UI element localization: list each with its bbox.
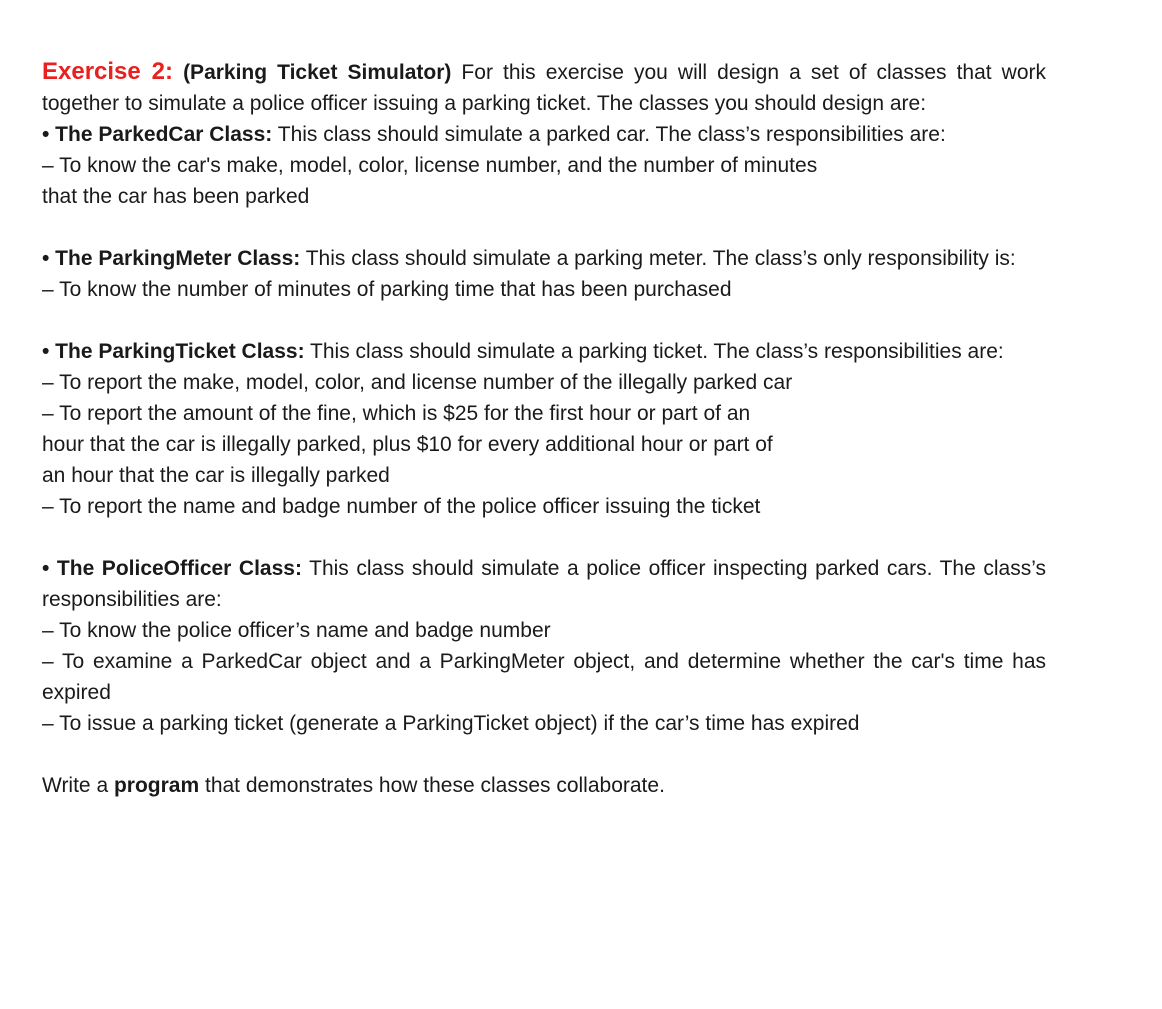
police-officer-item: – To know the police officer’s name and badge number xyxy=(42,619,551,642)
parking-ticket-heading: • The ParkingTicket Class: xyxy=(42,340,305,363)
closing-bold: program xyxy=(113,774,200,797)
police-officer-heading: • The PoliceOfficer Class: xyxy=(42,557,302,580)
closing-suffix: that demonstrates how these classes collaborate. xyxy=(199,774,665,797)
parking-ticket-item: – To report the name and badge number of the police officer issuing the ticket xyxy=(42,495,761,518)
police-officer-item: – To issue a parking ticket (generate a ParkingTicket object) if the car’s time has expired xyxy=(42,712,860,735)
exercise-title: Exercise 2: xyxy=(42,58,173,85)
parked-car-heading: • The ParkedCar Class: xyxy=(42,123,273,146)
parking-ticket-item: an hour that the car is illegally parked xyxy=(42,464,390,487)
police-officer-item: – To examine a ParkedCar object and a ParkingMeter object, and determine whether the car's time has expired xyxy=(42,650,1046,704)
exercise-subtitle: (Parking Ticket Simulator) xyxy=(183,61,452,84)
police-officer-desc: This class should simulate a police officer inspecting parked cars. The class’s responsibilities are: xyxy=(42,557,1046,611)
exercise-text xyxy=(42,56,1046,801)
parking-meter-desc: This class should simulate a parking meter. The class’s only responsibility is: xyxy=(300,247,1016,270)
parked-car-item: that the car has been parked xyxy=(42,185,310,208)
parking-ticket-item: hour that the car is illegally parked, plus $10 for every additional hour or part of xyxy=(42,433,773,456)
parking-ticket-desc: This class should simulate a parking ticket. The class’s responsibilities are: xyxy=(304,340,1004,363)
intro-paragraph xyxy=(42,56,1046,119)
parked-car-desc: This class should simulate a parked car. The class’s responsibilities are: xyxy=(272,123,946,146)
police-officer-paragraph xyxy=(42,553,1046,615)
parking-ticket-paragraph xyxy=(42,336,1046,367)
parking-meter-item: – To know the number of minutes of parking time that has been purchased xyxy=(42,278,732,301)
parked-car-item: – To know the car's make, model, color, license number, and the number of minutes xyxy=(42,154,818,177)
parked-car-heading-line xyxy=(42,119,1046,150)
parking-meter-paragraph xyxy=(42,243,1046,274)
parking-ticket-item: – To report the make, model, color, and license number of the illegally parked car xyxy=(42,371,793,394)
parking-meter-heading: • The ParkingMeter Class: xyxy=(42,247,301,270)
intro-text: For this exercise you will design a set of classes that work together to simulate a police officer issuing a parking ticket. The classes you should design are: xyxy=(42,61,1046,115)
parking-ticket-item: – To report the amount of the fine, which is $25 for the first hour or part of an xyxy=(42,402,751,425)
closing-prefix: Write a xyxy=(42,774,114,797)
closing-line xyxy=(42,770,1046,801)
